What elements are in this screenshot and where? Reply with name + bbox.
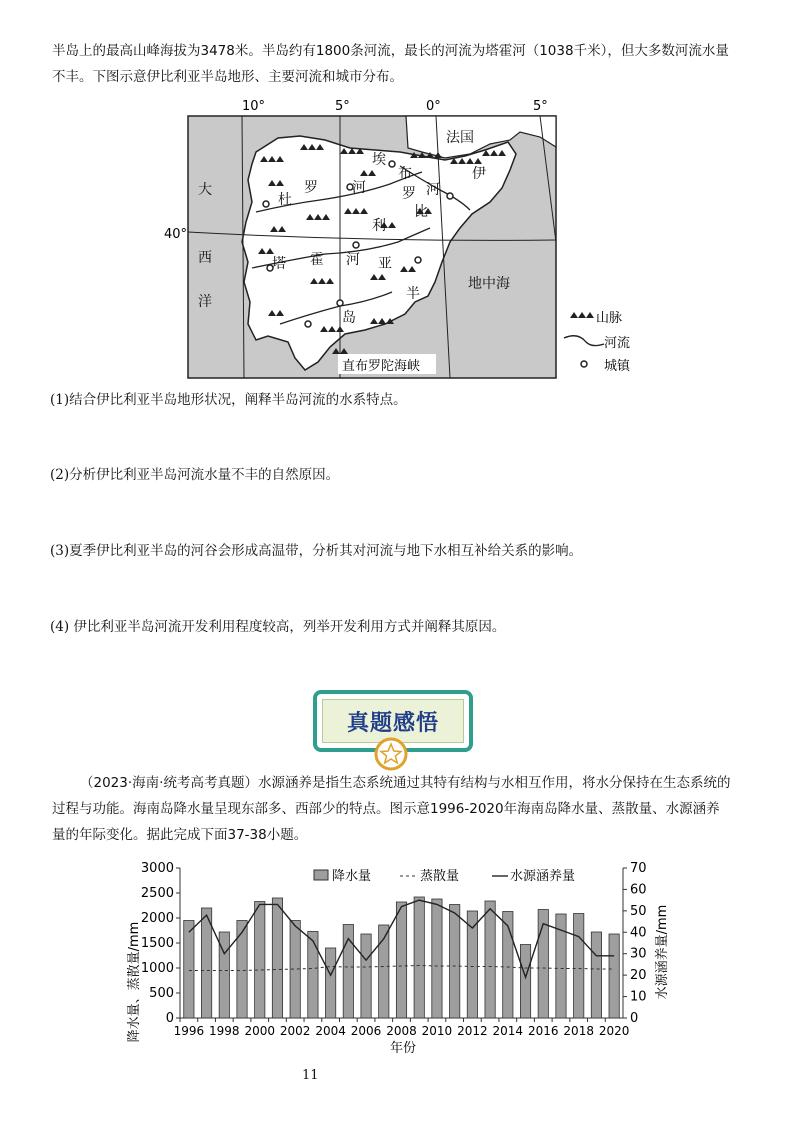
legend-town-label: 城镇: [604, 359, 631, 374]
peninsula-char-6: 岛: [342, 310, 356, 326]
x-axis-label: 年份: [389, 1041, 417, 1056]
x-tick-label: 1998: [209, 1024, 240, 1038]
lon-label-5e: 5°: [533, 99, 548, 114]
x-tick-label: 2020: [598, 1024, 630, 1038]
y-axis-label-left: 降水量、蒸散量/mm: [127, 921, 142, 1043]
legend-river-label: 河流: [604, 336, 631, 351]
x-tick-label: 2012: [457, 1024, 488, 1038]
precip-bar: [361, 934, 371, 1018]
source-line-2: 过程与功能。海南岛降水量呈现东部多、西部少的特点。图示意1996-2020年海南岛降水量、蒸散量、水源涵养: [52, 801, 720, 817]
y-tick-label-right: 50: [630, 903, 647, 919]
question-3: (3)夏季伊比利亚半岛的河谷会形成高温带，分析其对河流与地下水相互补给关系的影响。: [50, 543, 583, 559]
peninsula-char-3: 利: [372, 218, 386, 234]
precip-bar: [255, 902, 265, 1019]
y-tick-label-right: 0: [630, 1011, 639, 1026]
y-tick-label-left: 1500: [140, 936, 174, 951]
douro-char-3: 河: [352, 180, 366, 196]
legend-precip-label: 降水量: [332, 869, 372, 884]
precip-bar: [237, 921, 247, 1019]
source-paragraph: [52, 770, 752, 848]
legend-mountain-icon: [570, 312, 594, 318]
y-tick-label-right: 20: [630, 968, 647, 984]
precip-bar: [414, 897, 424, 1018]
precip-bar: [450, 905, 460, 1019]
y-tick-label-right: 30: [630, 946, 647, 962]
precip-bar: [432, 899, 442, 1018]
y-tick-label-right: 70: [630, 861, 647, 876]
x-tick-label: 2004: [315, 1024, 346, 1038]
ebro-char-3: 罗: [402, 186, 416, 202]
map-legend: [564, 311, 631, 374]
tagus-char-2: 霍: [310, 252, 324, 268]
lat-label-40: 40°: [164, 227, 188, 242]
question-4: (4) 伊比利亚半岛河流开发利用程度较高，列举开发利用方式并阐释其原因。: [50, 619, 506, 635]
x-tick-label: 2000: [244, 1024, 276, 1038]
x-tick-label: 2016: [527, 1024, 559, 1038]
precip-bar: [184, 921, 194, 1019]
y-axis-label-right: 水源涵养量/mm: [655, 904, 670, 1000]
legend-mountain-label: 山脉: [596, 311, 623, 326]
page-number: 11: [302, 1068, 319, 1083]
y-tick-label-left: 2000: [140, 911, 174, 926]
legend-river-icon: [564, 336, 604, 346]
precip-bar: [591, 932, 601, 1018]
x-tick-label: 2014: [492, 1024, 524, 1038]
legend-water-label: 水源涵养量: [510, 869, 576, 884]
precip-bar: [396, 902, 406, 1018]
ebro-char-1: 埃: [372, 152, 386, 168]
atlantic-char-1: 大: [198, 182, 212, 198]
lon-label-0: 0°: [426, 99, 441, 114]
x-tick-label: 2002: [279, 1024, 311, 1038]
tagus-char-3: 河: [346, 252, 360, 268]
y-tick-label-left: 2500: [140, 886, 174, 901]
source-line-1: （2023·海南·统考高考真题）水源涵养是指生态系统通过其特有结构与水相互作用，将水分保持在生态系统的: [80, 775, 731, 791]
precip-chart: [118, 852, 678, 1057]
atlantic-char-3: 洋: [198, 294, 212, 310]
y-tick-label-right: 40: [630, 925, 647, 941]
legend-town-icon: [581, 361, 587, 367]
intro-line-2: 不丰。下图示意伊比利亚半岛地形、主要河流和城市分布。: [52, 69, 403, 85]
precip-bar: [520, 945, 530, 1019]
section-badge-label: 真题感悟: [322, 699, 464, 743]
peninsula-char-2: 比: [414, 204, 428, 220]
x-tick-label: 1996: [173, 1024, 205, 1038]
x-tick-label: 2008: [386, 1024, 417, 1038]
iberia-map: [160, 92, 720, 392]
intro-paragraph: [52, 38, 752, 90]
precip-bar: [609, 934, 619, 1018]
star-icon: [374, 737, 408, 771]
y-tick-label-left: 1000: [140, 961, 174, 976]
y-tick-label-left: 3000: [140, 861, 174, 876]
peninsula-char-1: 伊: [472, 166, 486, 182]
atlantic-char-2: 西: [198, 250, 212, 266]
france-label: 法国: [446, 130, 474, 146]
y-tick-label-left: 500: [149, 986, 174, 1001]
ebro-char-2: 布: [398, 166, 412, 182]
legend-evap-label: 蒸散量: [420, 869, 460, 884]
precip-bar: [308, 932, 318, 1019]
peninsula-char-5: 半: [406, 286, 420, 302]
y-tick-label-left: 0: [165, 1011, 174, 1026]
precip-bar: [272, 898, 282, 1018]
med-sea-label: 地中海: [468, 276, 510, 292]
source-line-3: 量的年际变化。据此完成下面37-38小题。: [52, 827, 308, 843]
lon-label-10w: 10°: [242, 99, 266, 114]
legend-precip-swatch: [314, 870, 328, 880]
x-tick-label: 2010: [421, 1024, 453, 1038]
x-tick-label: 2018: [563, 1024, 594, 1038]
douro-char-1: 杜: [278, 192, 292, 208]
strait-label: 直布罗陀海峡: [342, 359, 421, 374]
ebro-char-4: 河: [426, 182, 440, 198]
peninsula-char-4: 亚: [378, 256, 392, 272]
intro-line-1: 半岛上的最高山峰海拔为3478米。半岛约有1800条河流，最长的河流为塔霍河（1038千米），但大多数河流水量: [52, 43, 729, 59]
question-1: (1)结合伊比利亚半岛地形状况，阐释半岛河流的水系特点。: [50, 392, 407, 408]
lon-label-5w: 5°: [335, 99, 350, 114]
y-tick-label-right: 10: [630, 989, 647, 1005]
tagus-char-1: 塔: [272, 256, 286, 272]
y-tick-label-right: 60: [630, 882, 647, 898]
question-2: (2)分析伊比利亚半岛河流水量不丰的自然原因。: [50, 467, 340, 483]
precip-bar: [574, 914, 584, 1019]
chart-marks: [141, 861, 647, 1038]
x-tick-label: 2006: [350, 1024, 382, 1038]
precip-bar: [325, 948, 335, 1018]
precip-bar: [485, 901, 495, 1018]
douro-char-2: 罗: [304, 180, 318, 196]
